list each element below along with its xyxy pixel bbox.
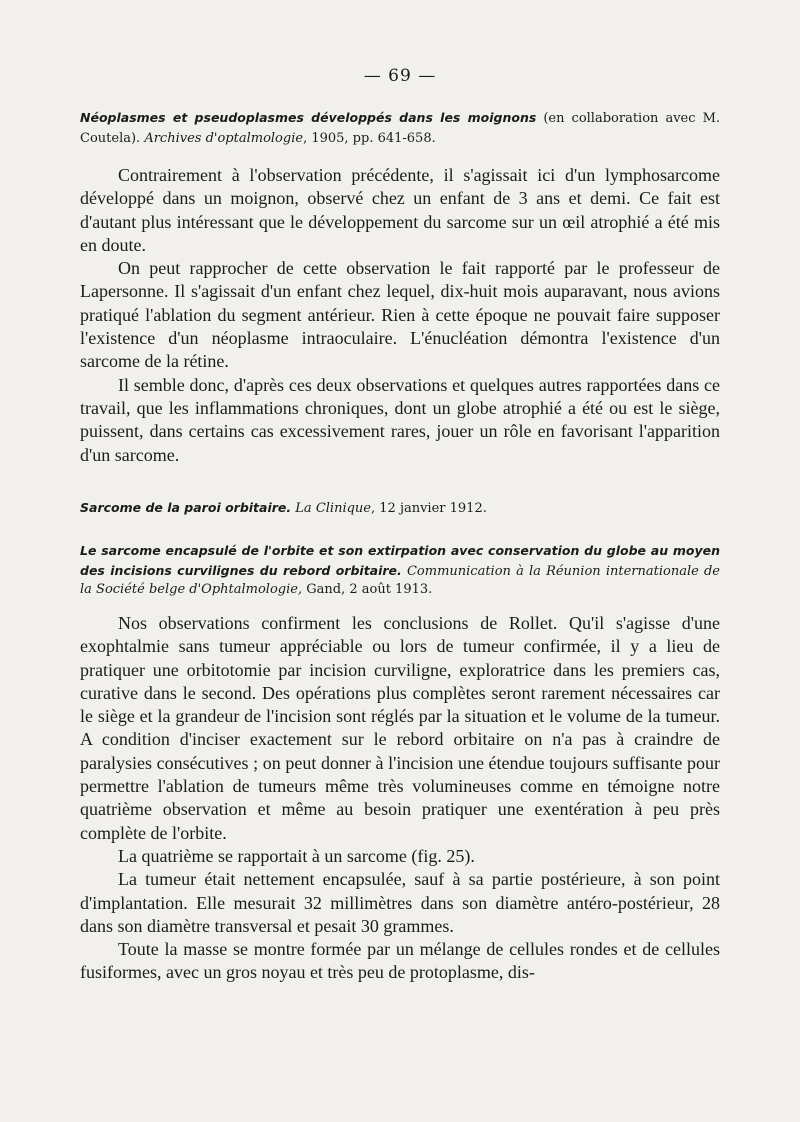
reference-place-date: Gand, 2 août 1913. (302, 582, 433, 597)
paragraph: Toute la masse se montre formée par un mélange de cellules rondes et de cellules fusiformes, avec un gros noyau et très peu de protoplasme, dis- (80, 939, 720, 983)
reference-authors: (en collaboration avec M. Coutela). (80, 111, 721, 146)
paragraph: La tumeur était nettement encapsulée, sauf à sa partie postérieure, à son point d'implantation. Elle mesurait 32 millimètres dans son diamètre antéro-postérieur, 28 dans son diamètre transversal et pesait 30 grammes. (80, 869, 720, 936)
paragraph: Il semble donc, d'après ces deux observations et quelques autres rapportées dans ce travail, que les inflammations chroniques, dont un globe atrophié a été ou est le siège, puissent, dans certains cas excessivement rares, jouer un rôle en favorisant l'apparition d'un sarcome. (80, 374, 720, 465)
reference-title: Le sarcome encapsulé de l'orbite et son extirpation avec conservation du globe au moyen des incisions curvilignes du rebord orbitaire. (80, 543, 720, 578)
reference-date: , 12 janvier 1912. (371, 501, 487, 516)
section-lymphosarcome (80, 164, 720, 467)
reference-title: Néoplasmes et pseudoplasmes développés dans les moignons (80, 110, 537, 125)
reference-neoplasmes (80, 108, 720, 149)
reference-sarcome-encapsule (80, 542, 720, 600)
reference-pages: , 1905, pp. 641-658. (303, 131, 436, 146)
paragraph: Nos observations confirment les conclusions de Rollet. Qu'il s'agisse d'une exophtalmie sans tumeur appréciable ou lors de tumeur confirmée, il y a lieu de pratiquer une orbitotomie par incision curviligne, exploratrice dans les premiers cas, curative dans le second. Des opérations plus complètes seront rarement nécessaires car le siège et la grandeur de l'incision sont réglés par la situation et le volume de la tumeur. A condition d'inciser exactement sur le rebord orbitaire on n'a pas à craindre de paralysies consécutives ; on peut donner à l'incision une étendue toujours suffisante pour permettre l'ablation de tumeurs même très volumineuses comme en témoigne notre quatrième observation et même au besoin pratiquer une exentération à peu près complète de l'orbite. (80, 613, 720, 843)
section-sarcome-orbite (80, 612, 720, 985)
reference-paroi-orbitaire (80, 498, 720, 519)
reference-journal: La Clinique (295, 501, 371, 516)
reference-journal: Archives d'optalmologie (144, 131, 304, 146)
reference-communication: Communication à la Réunion internationale de la Société belge d'Ophtalmologie, (80, 563, 720, 597)
page-number: — 69 — (363, 66, 437, 86)
paragraph: On peut rapprocher de cette observation le fait rapporté par le professeur de Lapersonne. Il s'agissait d'un enfant chez lequel, dix-huit mois auparavant, nous avions pratiqué l'ablation du segment antérieur. Rien à cette époque ne pouvait faire supposer l'existence d'un néoplasme intraoculaire. L'énucléation démontra l'existence d'un sarcome de la rétine. (80, 258, 720, 372)
reference-title: Sarcome de la paroi orbitaire. (80, 500, 292, 515)
paragraph: Contrairement à l'observation précédente, il s'agissait ici d'un lymphosarcome développé dans un moignon, observé chez un enfant de 3 ans et demi. Ce fait est d'autant plus intéressant que le développement du sarcome sur un œil atrophié a été mis en doute. (80, 165, 720, 255)
paragraph: La quatrième se rapportait à un sarcome (fig. 25). (118, 845, 475, 866)
